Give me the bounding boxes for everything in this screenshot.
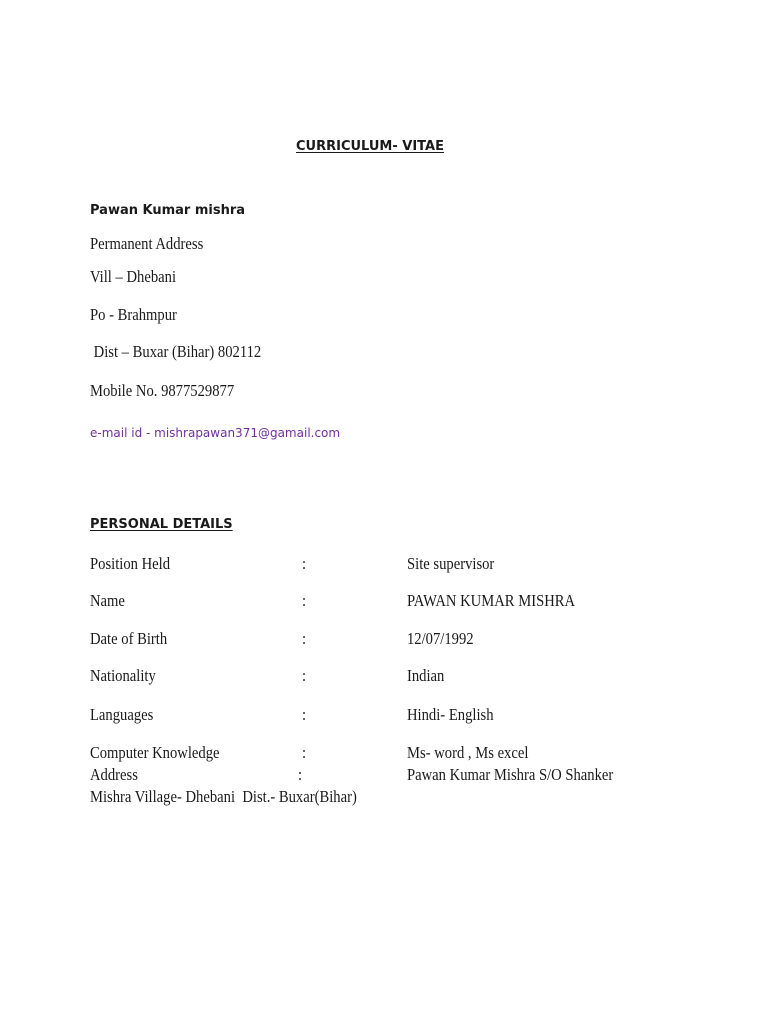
row-label-address: Address [90, 765, 138, 784]
row-value-name: PAWAN KUMAR MISHRA [407, 591, 576, 610]
row-colon: : [302, 629, 307, 648]
row-value-date-of-birth: 12/07/1992 [407, 629, 474, 648]
address-district: Dist – Buxar (Bihar) 802112 [90, 342, 262, 361]
permanent-address-heading: Permanent Address [90, 234, 204, 253]
row-colon: : [302, 705, 307, 724]
address-continuation: Mishra Village- Dhebani Dist.- Buxar(Bihar) [90, 787, 357, 806]
mobile-number: Mobile No. 9877529877 [90, 381, 235, 400]
address-post-office: Po - Brahmpur [90, 305, 177, 324]
row-label-languages: Languages [90, 705, 154, 724]
row-label-position-held: Position Held [90, 554, 171, 573]
row-label-date-of-birth: Date of Birth [90, 629, 168, 648]
row-label-computer-knowledge: Computer Knowledge [90, 743, 220, 762]
row-colon: : [302, 591, 307, 610]
row-label-name: Name [90, 591, 125, 610]
document-title: CURRICULUM- VITAE [296, 139, 444, 154]
row-colon: : [302, 554, 307, 573]
address-village: Vill – Dhebani [90, 267, 177, 286]
row-value-nationality: Indian [407, 666, 445, 685]
row-value-computer-knowledge: Ms- word , Ms excel [407, 743, 529, 762]
email-address: e-mail id - mishrapawan371@gamail.com [90, 426, 341, 440]
personal-details-heading: PERSONAL DETAILS [90, 517, 233, 532]
row-value-address: Pawan Kumar Mishra S/O Shanker [407, 765, 614, 784]
row-colon: : [302, 743, 307, 762]
candidate-name: Pawan Kumar mishra [90, 203, 246, 218]
row-value-languages: Hindi- English [407, 705, 494, 724]
row-value-position-held: Site supervisor [407, 554, 495, 573]
row-colon: : [298, 765, 303, 784]
row-label-nationality: Nationality [90, 666, 156, 685]
row-colon: : [302, 666, 307, 685]
